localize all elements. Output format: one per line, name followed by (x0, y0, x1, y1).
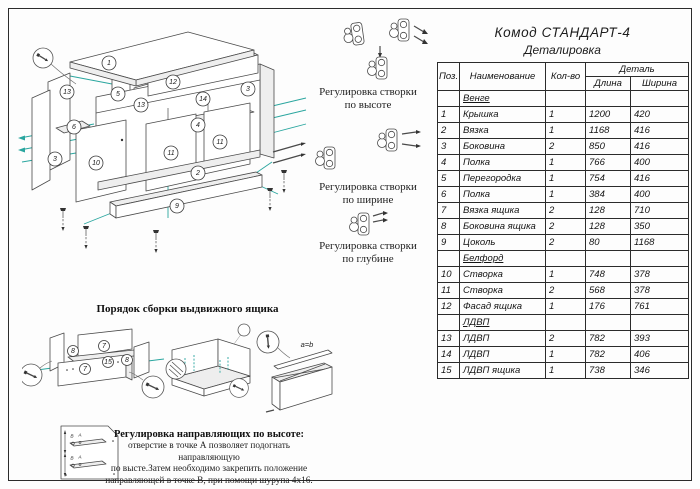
table-cell: 1168 (586, 123, 631, 139)
rail-note-line: направляющей в точке В, при помощи шурупа 4х16. (105, 475, 313, 486)
table-cell: 5 (438, 171, 460, 187)
exploded-chest-diagram (18, 12, 308, 277)
table-cell: 2 (546, 235, 586, 251)
parts-table-header (438, 63, 689, 91)
title-block (437, 25, 688, 57)
table-cell: 176 (586, 299, 631, 315)
part-number: 1 (107, 60, 111, 67)
table-cell: Боковина ящика (460, 219, 546, 235)
table-cell: 6 (438, 187, 460, 203)
table-cell: Фасад ящика (460, 299, 546, 315)
part-number: 8 (125, 357, 129, 364)
part-number: 8 (71, 348, 75, 355)
table-cell (586, 251, 631, 267)
part-number: 2 (196, 170, 200, 177)
table-cell: 782 (586, 347, 631, 363)
table-cell: 754 (586, 171, 631, 187)
table-cell: 1200 (586, 107, 631, 123)
parts-table-body (438, 91, 689, 379)
table-cell: 11 (438, 283, 460, 299)
drawer-exploded-view (22, 329, 164, 398)
drawer-assembly-title: Порядок сборки выдвижного ящика (96, 303, 279, 315)
part-row (438, 203, 689, 219)
table-cell (438, 251, 460, 267)
table-cell: 384 (586, 187, 631, 203)
table-cell: 2 (438, 123, 460, 139)
caption-line: по ширине (342, 194, 394, 206)
table-cell: 1 (546, 267, 586, 283)
table-cell: 766 (586, 155, 631, 171)
table-cell: 8 (438, 219, 460, 235)
part-number: 9 (175, 203, 179, 210)
col-header-qty: Кол-во (546, 63, 586, 91)
table-cell: 568 (586, 283, 631, 299)
table-cell: 2 (546, 283, 586, 299)
table-cell (586, 315, 631, 331)
table-cell: Створка (460, 283, 546, 299)
hinge-icon (368, 46, 388, 79)
table-cell (438, 315, 460, 331)
table-cell: 2 (546, 331, 586, 347)
part-number: 3 (246, 86, 250, 93)
table-cell: 346 (631, 363, 689, 379)
hinge-icon (390, 19, 429, 44)
drawer-assembled-view (166, 324, 250, 397)
table-cell (546, 251, 586, 267)
table-cell: 400 (631, 187, 689, 203)
part-number: 13 (63, 89, 71, 96)
table-cell: 748 (586, 267, 631, 283)
table-cell (546, 315, 586, 331)
part-row (438, 139, 689, 155)
table-cell: 761 (631, 299, 689, 315)
table-cell: 350 (631, 219, 689, 235)
diagonal-equal-label: a=b (300, 340, 314, 349)
table-cell: 2 (546, 203, 586, 219)
material-section-label: ЛДВП (463, 317, 490, 328)
col-header-name: Наименование (460, 63, 546, 91)
material-section-label: Венге (463, 93, 490, 104)
table-cell: Створка (460, 267, 546, 283)
hinge-icon (350, 211, 389, 235)
table-cell: 420 (631, 107, 689, 123)
table-cell: 1 (546, 107, 586, 123)
hinge-depth-adjust-label (298, 240, 438, 266)
parts-table (437, 62, 689, 379)
part-row (438, 331, 689, 347)
table-cell (631, 251, 689, 267)
col-header-length: Длина (586, 77, 631, 91)
table-cell: 1168 (631, 235, 689, 251)
table-cell: 80 (586, 235, 631, 251)
part-number: 4 (196, 122, 200, 129)
material-section-row (438, 315, 689, 331)
hinge-depth-adjust-icon (336, 208, 406, 240)
rail-note-line: по высте.Затем необходимо закрепить положение (110, 464, 308, 474)
hinge-icon (342, 22, 364, 46)
part-number: 14 (199, 96, 207, 103)
table-cell: 15 (438, 363, 460, 379)
part-row (438, 283, 689, 299)
table-cell: 12 (438, 299, 460, 315)
hinge-width-adjust-label (298, 181, 438, 207)
part-row (438, 347, 689, 363)
caption-line: по глубине (342, 253, 394, 265)
table-cell: 738 (586, 363, 631, 379)
rail-adjustment-note (103, 429, 315, 487)
table-cell (631, 91, 689, 107)
point-a-label: А (78, 455, 82, 461)
table-cell: 1 (546, 155, 586, 171)
table-cell: 3 (438, 139, 460, 155)
part-row (438, 107, 689, 123)
table-cell: ЛДВП (460, 331, 546, 347)
part-number: 10 (92, 160, 100, 167)
table-cell: Полка (460, 155, 546, 171)
hinge-icon (316, 147, 336, 169)
table-cell: 1 (438, 107, 460, 123)
hinge-icon (378, 129, 422, 151)
col-header-width: Ширина (631, 77, 689, 91)
material-section-row (438, 91, 689, 107)
table-cell: 416 (631, 139, 689, 155)
document-title: Комод СТАНДАРТ-4 (494, 25, 631, 40)
table-cell: Полка (460, 187, 546, 203)
hinge-height-adjust-label (298, 86, 438, 112)
table-cell: 7 (438, 203, 460, 219)
part-row (438, 123, 689, 139)
part-number: 11 (167, 150, 175, 157)
hinge-width-adjust-icon (308, 120, 433, 178)
table-cell: 1 (546, 363, 586, 379)
table-cell: 400 (631, 155, 689, 171)
table-cell: ЛДВП (460, 347, 546, 363)
table-cell (460, 91, 546, 107)
part-number: 11 (216, 139, 224, 146)
table-cell: Цоколь (460, 235, 546, 251)
part-row (438, 219, 689, 235)
table-cell (546, 91, 586, 107)
table-cell: 1 (546, 347, 586, 363)
table-cell: 850 (586, 139, 631, 155)
table-cell: 393 (631, 331, 689, 347)
table-cell (460, 315, 546, 331)
drawer-assembly-diagrams (22, 322, 335, 428)
table-cell (460, 251, 546, 267)
table-cell: 1 (546, 299, 586, 315)
material-section-label: Белфорд (463, 253, 504, 264)
table-cell: Крышка (460, 107, 546, 123)
part-number: 5 (116, 91, 120, 98)
part-number: 6 (72, 124, 76, 131)
part-number: 15 (104, 359, 112, 366)
table-cell: 1 (546, 123, 586, 139)
table-cell (438, 91, 460, 107)
table-cell: 378 (631, 267, 689, 283)
caption-line: Регулировка створки (319, 240, 417, 252)
part-row (438, 267, 689, 283)
caption-line: по высоте (344, 99, 392, 111)
table-cell: 782 (586, 331, 631, 347)
table-cell: 4 (438, 155, 460, 171)
table-cell: 9 (438, 235, 460, 251)
rail-note-title: Регулировка направляющих по высоте: (114, 429, 304, 440)
part-row (438, 299, 689, 315)
part-row (438, 363, 689, 379)
drawer-rail-check-view (253, 327, 332, 412)
table-cell: 10 (438, 267, 460, 283)
table-cell: ЛДВП ящика (460, 363, 546, 379)
part-number: 7 (102, 343, 106, 350)
part-row (438, 155, 689, 171)
caption-line: Регулировка створки (319, 86, 417, 98)
rail-note-line: отверстие в точке А позволяет подогнать направляющую (127, 441, 291, 463)
table-cell: 416 (631, 171, 689, 187)
table-cell: 1 (546, 171, 586, 187)
table-cell: 710 (631, 203, 689, 219)
col-header-pos: Поз. (438, 63, 460, 91)
table-cell: Вязка ящика (460, 203, 546, 219)
table-cell: 378 (631, 283, 689, 299)
part-number: 12 (169, 79, 177, 86)
table-cell: 14 (438, 347, 460, 363)
part-row (438, 171, 689, 187)
part-number: 3 (53, 156, 57, 163)
table-cell (586, 91, 631, 107)
table-cell: 406 (631, 347, 689, 363)
col-header-detail: Деталь (586, 63, 689, 77)
hinge-height-adjust-icon (328, 14, 438, 84)
point-b-label: В (70, 434, 74, 440)
table-cell: 2 (546, 139, 586, 155)
table-cell: 416 (631, 123, 689, 139)
table-cell: 128 (586, 219, 631, 235)
material-section-row (438, 251, 689, 267)
table-cell (631, 315, 689, 331)
part-row (438, 235, 689, 251)
table-cell: Перегородка (460, 171, 546, 187)
document-subtitle: Деталировка (524, 43, 601, 57)
part-number: 7 (83, 366, 87, 373)
table-cell: 128 (586, 203, 631, 219)
part-number: 13 (137, 102, 145, 109)
table-cell: Боковина (460, 139, 546, 155)
point-a-label: А (78, 433, 82, 439)
table-cell: 1 (546, 187, 586, 203)
part-row (438, 187, 689, 203)
table-cell: Вязка (460, 123, 546, 139)
table-cell: 13 (438, 331, 460, 347)
point-b-label: В (70, 456, 74, 462)
table-cell: 2 (546, 219, 586, 235)
caption-line: Регулировка створки (319, 181, 417, 193)
